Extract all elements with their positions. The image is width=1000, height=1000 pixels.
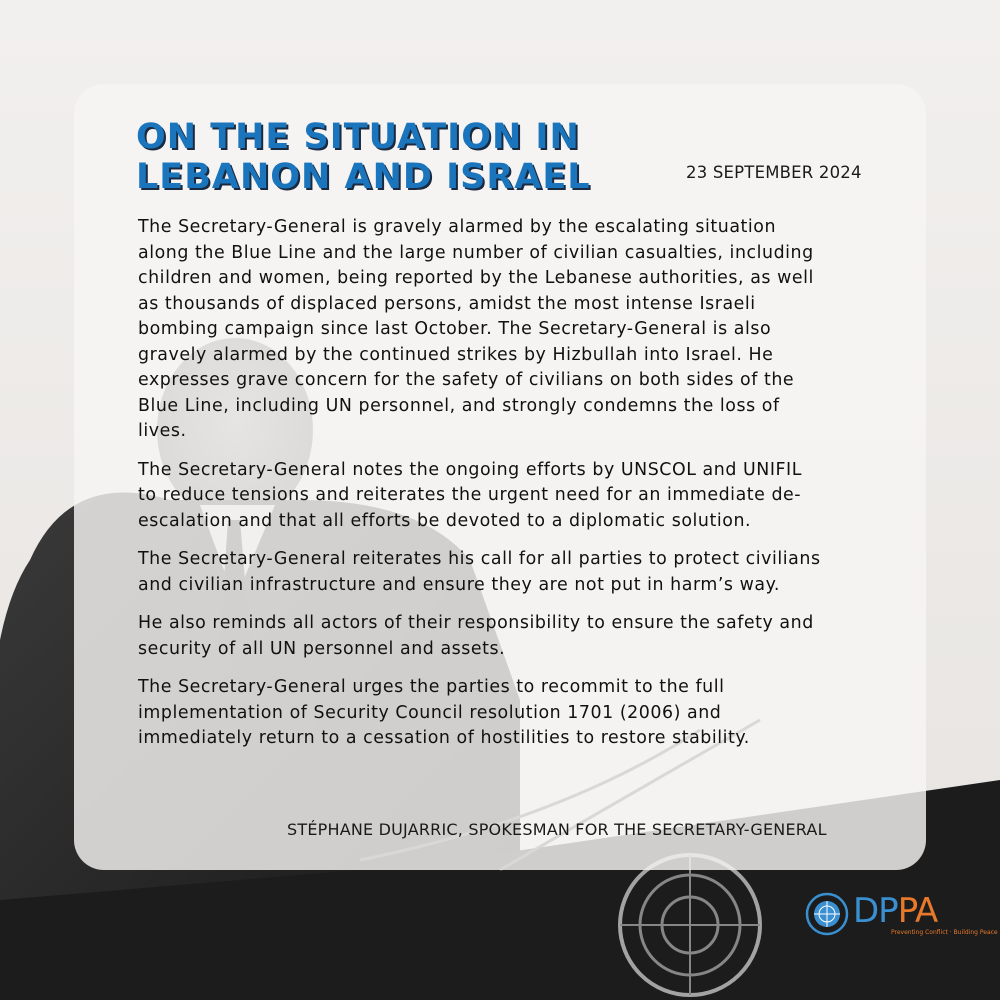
text-line: children and women, being reported by the Lebanese authorities, as well (138, 268, 814, 288)
logo-wordmark (853, 890, 937, 932)
title-line: ON THE SITUATION IN (136, 117, 580, 157)
un-emblem-icon (805, 892, 849, 936)
text-line: as thousands of displaced persons, amidst the most intense Israeli (138, 293, 756, 314)
podium-emblem (620, 855, 760, 995)
text-line: The Secretary-General urges the parties to recommit to the full (138, 677, 725, 697)
text-line: escalation and that all efforts be devoted to a diplomatic solution. (138, 510, 752, 531)
text-line: The Secretary-General reiterates his call for all parties to protect civilians (138, 549, 821, 569)
paragraph (138, 611, 892, 662)
paragraph (138, 215, 892, 445)
paragraph (138, 458, 892, 535)
text-line: security of all UN personnel and assets. (138, 638, 506, 659)
text-line: lives. (138, 421, 187, 441)
text-line: along the Blue Line and the large number of civilian casualties, including (138, 242, 814, 263)
text-line: bombing campaign since last October. The Secretary-General is also (138, 319, 772, 339)
dppa-logo[interactable] (805, 890, 998, 940)
paragraph (138, 547, 892, 598)
text-line: The Secretary-General notes the ongoing efforts by UNSCOL and UNIFIL (138, 459, 802, 480)
logo-text-main: DP (853, 891, 898, 931)
text-line: gravely alarmed by the continued strikes by Hizbullah into Israel. He (138, 344, 774, 365)
text-line: and civilian infrastructure and ensure they are not put in harm’s way. (138, 574, 781, 595)
statement-title (136, 117, 606, 197)
text-line: implementation of Security Council resolution 1701 (2006) and (138, 702, 722, 723)
statement-date: 23 SEPTEMBER 2024 (686, 163, 862, 182)
text-line: to reduce tensions and reiterates the urgent need for an immediate de- (138, 485, 802, 505)
logo-text-accent: PA (897, 891, 938, 931)
text-line: immediately return to a cessation of hostilities to restore stability. (138, 728, 750, 748)
text-line: expresses grave concern for the safety of civilians on both sides of the (138, 370, 795, 390)
statement-body (138, 215, 892, 765)
text-line: The Secretary-General is gravely alarmed by the escalating situation (138, 217, 777, 237)
logo-tagline: Preventing Conflict · Building Peace (891, 929, 998, 936)
spokesman-signature: STÉPHANE DUJARRIC, SPOKESMAN FOR THE SECRETARY-GENERAL (287, 820, 827, 839)
title-line: LEBANON AND ISRAEL (136, 157, 591, 197)
text-line: Blue Line, including UN personnel, and strongly condemns the loss of (138, 395, 780, 416)
text-line: He also reminds all actors of their responsibility to ensure the safety and (138, 613, 814, 633)
paragraph (138, 675, 892, 752)
